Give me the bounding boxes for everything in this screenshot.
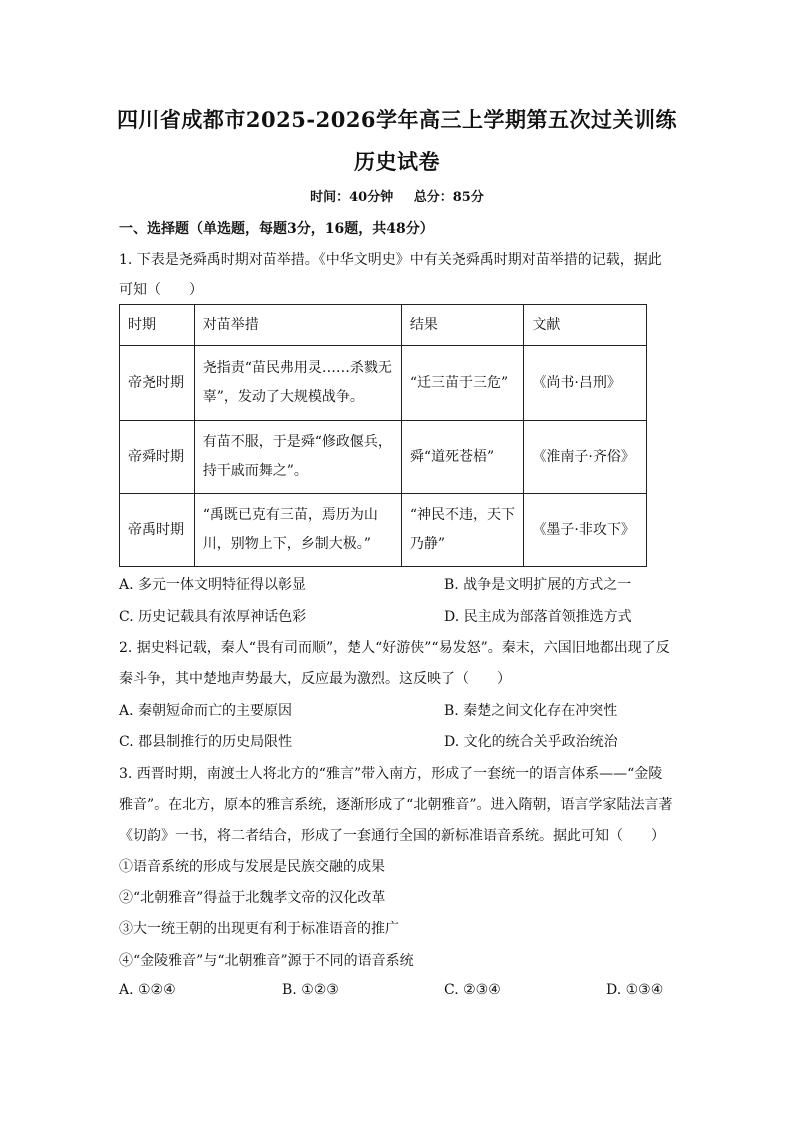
table-cell-measure: 有苗不服，于是舜“修政偃兵， 持干戚而舞之”。	[194, 421, 401, 494]
section-heading: 一、选择题（单选题，每题3分，16题，共48分）	[119, 221, 434, 237]
q1-option-a[interactable]: A. 多元一体文明特征得以彰显	[119, 577, 307, 593]
q3-item: ②“北朝雅音”得益于北魏孝文帝的汉化改革	[119, 890, 386, 906]
q3-option-d[interactable]: D. ①③④	[606, 982, 664, 998]
table-cell-source: 《淮南子·齐俗》	[524, 421, 647, 494]
table-header-cell: 时期	[120, 305, 195, 346]
exam-subject-title: 历史试卷	[354, 149, 440, 174]
q2-option-c[interactable]: C. 郡县制推行的历史局限性	[119, 734, 293, 750]
q2-option-b[interactable]: B. 秦楚之间文化存在冲突性	[444, 703, 618, 719]
q1-option-b[interactable]: B. 战争是文明扩展的方式之一	[444, 577, 632, 593]
q1-stem-line1: 1. 下表是尧舜禹时期对苗举措。《中华文明史》中有关尧舜禹时期对苗举措的记载，据此	[119, 252, 662, 268]
q1-option-c[interactable]: C. 历史记载具有浓厚神话色彩	[119, 609, 307, 625]
q2-stem-line1: 2. 据史料记载，秦人“畏有司而顺”，楚人“好游侠”“易发怒”。秦末，六国旧地都出现了反	[119, 640, 670, 656]
table-row	[120, 421, 647, 494]
q3-item: ③大一统王朝的出现更有利于标准语音的推广	[119, 921, 399, 937]
q2-option-d[interactable]: D. 文化的统合关乎政治统治	[444, 734, 618, 750]
q3-stem-line3: 《切韵》一书，将二者结合，形成了一套通行全国的新标准语音系统。据此可知（ ）	[119, 828, 665, 844]
exam-time: 时间：40分钟	[310, 190, 394, 205]
table-cell-source: 《墨子·非攻下》	[524, 494, 647, 567]
table-cell-result: “迁三苗于三危”	[401, 346, 524, 421]
q2-stem-line2: 秦斗争，其中楚地声势最大，反应最为激烈。这反映了（ ）	[119, 671, 511, 687]
q1-option-d[interactable]: D. 民主成为部落首领推选方式	[444, 609, 632, 625]
q1-table	[119, 304, 647, 567]
q3-option-a[interactable]: A. ①②④	[119, 982, 176, 998]
exam-score: 总分：85分	[413, 190, 484, 205]
table-row	[120, 494, 647, 567]
q3-item: ①语音系统的形成与发展是民族交融的成果	[119, 859, 385, 875]
table-header-cell: 文献	[524, 305, 647, 346]
table-cell-period: 帝禹时期	[120, 494, 195, 567]
q2-option-a[interactable]: A. 秦朝短命而亡的主要原因	[119, 703, 293, 719]
q3-option-b[interactable]: B. ①②③	[282, 982, 339, 998]
table-cell-period: 帝舜时期	[120, 421, 195, 494]
table-cell-measure: 尧指责“苗民弗用灵……杀戮无 辜”，发动了大规模战争。	[194, 346, 401, 421]
table-cell-source: 《尚书·吕刑》	[524, 346, 647, 421]
q3-stem-line2: 雅音”。在北方，原本的雅言系统，逐渐形成了“北朝雅音”。进入隋朝，语言学家陆法言著	[119, 797, 673, 813]
table-header-cell: 对苗举措	[194, 305, 401, 346]
table-header-cell: 结果	[401, 305, 524, 346]
exam-title: 四川省成都市2025-2026学年高三上学期第五次过关训练	[116, 107, 678, 132]
q3-item: ④“金陵雅音”与“北朝雅音”源于不同的语音系统	[119, 953, 414, 969]
q3-stem-line1: 3. 西晋时期，南渡士人将北方的“雅言”带入南方，形成了一套统一的语言体系——“金陵	[119, 766, 663, 782]
table-cell-period: 帝尧时期	[120, 346, 195, 421]
table-header-row	[120, 305, 647, 346]
table-cell-result: 舜“道死苍梧”	[401, 421, 524, 494]
table-cell-result: “神民不违，天下 乃静”	[401, 494, 524, 567]
q3-option-c[interactable]: C. ②③④	[444, 982, 501, 998]
table-row	[120, 346, 647, 421]
exam-meta	[0, 186, 794, 205]
q1-stem-line2: 可知（ ）	[119, 282, 203, 298]
table-cell-measure: “禹既已克有三苗，焉历为山 川，别物上下，乡制大极。”	[194, 494, 401, 567]
